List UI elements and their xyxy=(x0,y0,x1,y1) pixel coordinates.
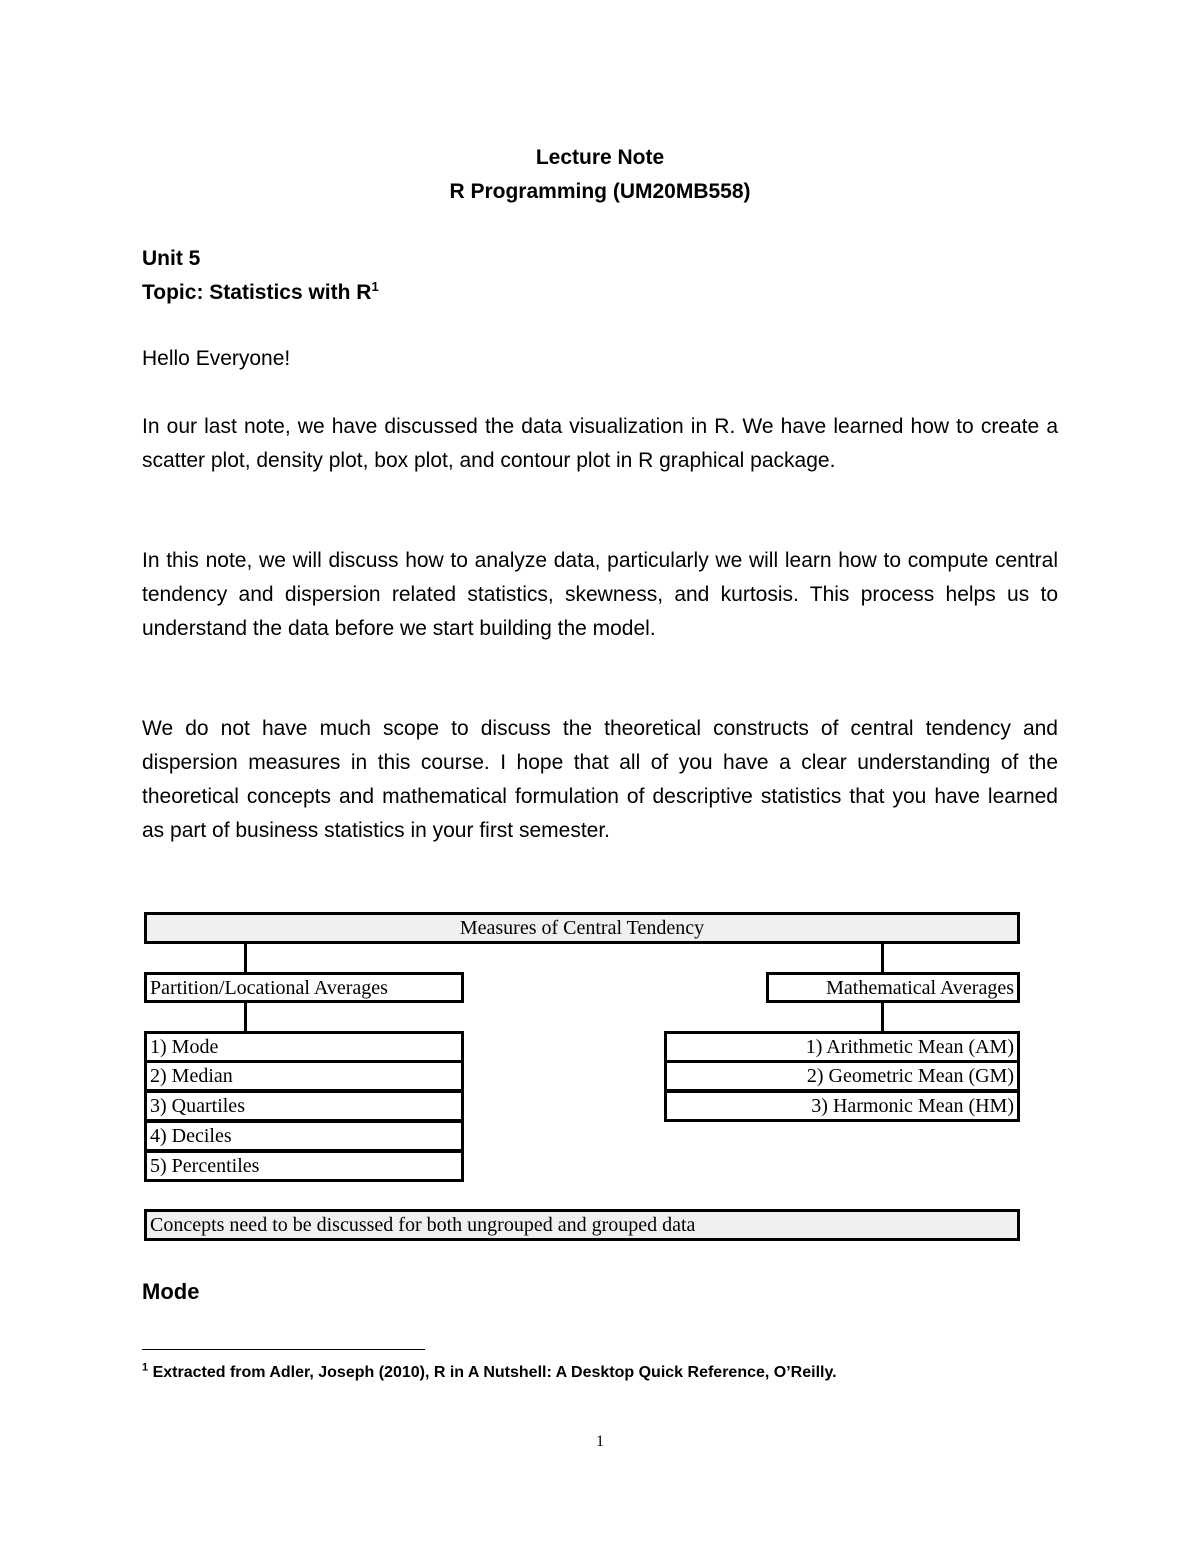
right-list-item: 1) Arithmetic Mean (AM) xyxy=(664,1031,1020,1063)
diagram-root-box: Measures of Central Tendency xyxy=(144,912,1020,944)
left-list-item: 2) Median xyxy=(144,1060,464,1092)
topic-text: Topic: Statistics with R xyxy=(142,281,372,304)
footnote-marker: 1 xyxy=(142,1361,149,1374)
unit-label: Unit 5 xyxy=(142,247,201,270)
right-list-item: 3) Harmonic Mean (HM) xyxy=(664,1090,1020,1122)
right-branch-title: Mathematical Averages xyxy=(766,972,1020,1003)
section-heading: Mode xyxy=(142,1279,200,1304)
diagram-note-box: Concepts need to be discussed for both ungrouped and grouped data xyxy=(144,1209,1020,1241)
paragraph-3: We do not have much scope to discuss the theoretical constructs of central tendency and dispersion measures in this course. I hope that all of you have a clear understanding of the theoretical concepts and mathematical formulation of descriptive statistics that you have learned as part of business statistics in your first semester. xyxy=(142,717,1058,842)
left-list-item: 4) Deciles xyxy=(144,1120,464,1152)
connector-line xyxy=(881,1003,884,1031)
left-list-item: 1) Mode xyxy=(144,1031,464,1063)
footnote-text: Extracted from Adler, Joseph (2010), R in A Nutshell: A Desktop Quick Reference, O’Reilly. xyxy=(152,1364,837,1381)
topic-heading xyxy=(142,281,1058,305)
page-number: 1 xyxy=(596,1433,604,1450)
connector-line xyxy=(244,944,247,972)
connector-line xyxy=(244,1003,247,1031)
topic-footnote-marker: 1 xyxy=(371,279,379,294)
course-title: R Programming (UM20MB558) xyxy=(449,180,751,203)
greeting: Hello Everyone! xyxy=(142,347,291,370)
footnote xyxy=(142,1361,837,1382)
left-branch-title: Partition/Locational Averages xyxy=(144,972,464,1003)
left-list-item: 3) Quartiles xyxy=(144,1090,464,1122)
document-title: Lecture Note xyxy=(535,146,665,169)
left-list-item: 5) Percentiles xyxy=(144,1150,464,1182)
connector-line xyxy=(881,944,884,972)
right-list-item: 2) Geometric Mean (GM) xyxy=(664,1060,1020,1092)
footnote-divider xyxy=(142,1349,425,1350)
paragraph-1: In our last note, we have discussed the data visualization in R. We have learned how to create a scatter plot, density plot, box plot, and contour plot in R graphical package. xyxy=(142,415,1058,472)
paragraph-2: In this note, we will discuss how to analyze data, particularly we will learn how to compute central tendency and dispersion related statistics, skewness, and kurtosis. This process helps us to understand the data before we start building the model. xyxy=(142,549,1058,640)
